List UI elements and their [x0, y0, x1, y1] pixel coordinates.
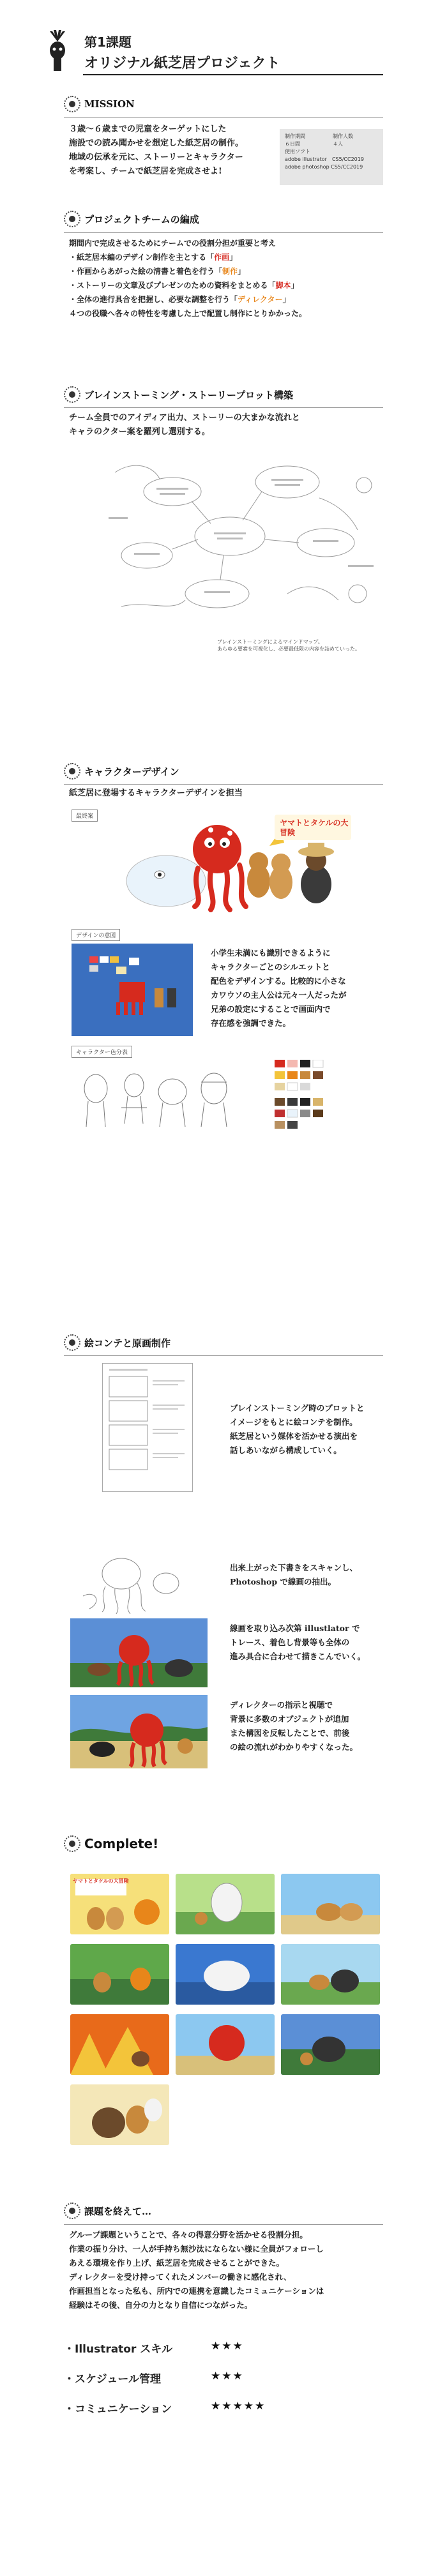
brainstorm-text — [69, 411, 300, 439]
header-rule — [83, 74, 383, 75]
design-intent-label: デザインの意図 — [72, 929, 120, 941]
period-value: ６日間 — [285, 141, 300, 147]
page-title: オリジナル紙芝居プロジェクト — [84, 56, 280, 72]
final-page-thumb — [281, 2014, 380, 2075]
skill-stars: ★★★ — [211, 2340, 244, 2353]
design-intent-line: 配色をデザインする。比較的に小さな — [211, 976, 346, 986]
sun-icon — [64, 763, 80, 780]
reflection-text — [69, 2228, 324, 2312]
complete-heading — [64, 1835, 158, 1852]
character-sketches — [77, 1063, 243, 1133]
final-page-thumb — [176, 2014, 275, 2075]
trace-line: トレース、着色し背景等も全体の — [230, 1638, 350, 1647]
reflection-rule — [64, 2224, 383, 2225]
trace-line: 進み具合に合わせて描きこんでいく。 — [230, 1652, 366, 1661]
reflection-line: 経験はその後、自分の力となり自信につながった。 — [69, 2300, 253, 2310]
scan-text — [230, 1561, 358, 1589]
skill-name: ・Illustrator スキル — [64, 2343, 173, 2356]
final-page-thumb — [70, 2014, 169, 2075]
complete-title: Complete! — [84, 1836, 159, 1851]
mission-heading — [64, 96, 135, 112]
trace-text — [230, 1622, 365, 1664]
skill-row — [64, 2340, 244, 2356]
coloring-image-2 — [70, 1695, 208, 1768]
final-page-thumb — [176, 1874, 275, 1934]
brainstorm-heading — [64, 386, 293, 403]
color-swatch-chart — [275, 1060, 345, 1133]
mission-line: ３歳～６歳までの児童をターゲットにした — [69, 124, 227, 134]
sun-icon — [64, 2203, 80, 2219]
skill-name: ・スケジュール管理 — [64, 2373, 161, 2386]
skill-row — [64, 2400, 266, 2416]
team-line: ・全体の進行具合を把握し、必要な調整を行う「ディレクター」 — [69, 295, 291, 304]
sun-icon — [64, 1835, 80, 1852]
character-heading — [64, 763, 179, 780]
role-script: 脚本 — [275, 281, 291, 290]
coloring-image-1 — [70, 1618, 208, 1687]
team-line: ・紙芝居本編のデザイン制作を主とする「作画」 — [69, 253, 238, 262]
storyboard-title: 絵コンテと原画制作 — [84, 1337, 171, 1349]
team-line: ・作画からあがった絵の清書と着色を行う「制作」 — [69, 267, 246, 276]
final-page-thumb — [281, 1874, 380, 1934]
period-label: 制作期間 — [285, 133, 305, 139]
sun-icon — [64, 96, 80, 112]
character-title: キャラクターデザイン — [84, 765, 179, 778]
reflection-line: あえる環境を作り上げ、紙芝居を完成させることができた。 — [69, 2258, 285, 2268]
team-heading — [64, 211, 199, 227]
skill-name: ・コミュニケーション — [64, 2403, 172, 2416]
reflection-heading — [64, 2203, 151, 2219]
design-intent-text — [211, 946, 347, 1030]
team-title: プロジェクトチームの編成 — [84, 213, 199, 225]
storyboard-sheet — [102, 1363, 193, 1492]
storyboard-line: 話しあいながら構成していく。 — [230, 1445, 342, 1455]
final-poster-title: ヤマトとタケルの大冒険 — [73, 1878, 129, 1884]
skill-stars: ★★★★★ — [211, 2400, 266, 2413]
reflection-line: 作業の振り分け、一人が手持ち無沙汰にならない様に全員がフォローし — [69, 2244, 324, 2254]
brainstorm-line: チーム全員でのアイディア出力、ストーリーの大まかな流れと — [69, 413, 300, 423]
final-page-thumb — [281, 1944, 380, 2005]
character-subheading: 紙芝居に登場するキャラクターデザインを担当 — [69, 788, 243, 798]
skill-stars: ★★★ — [211, 2370, 244, 2383]
storyboard-line: ブレインストーミング時のプロットと — [230, 1403, 365, 1413]
reflection-line: グループ課題ということで、各々の得意分野を活かせる役割分担。 — [69, 2230, 308, 2240]
reflection-title: 課題を終えて… — [84, 2205, 152, 2217]
software-photoshop: adobe photoshop CS5/CC2019 — [285, 164, 363, 170]
assignment-number: 第1課題 — [84, 34, 132, 50]
role-production: 制作 — [222, 267, 238, 276]
team-line: 期間内で完成させるためにチームでの役割分担が重要と考え — [69, 239, 277, 248]
sun-icon — [64, 1334, 80, 1351]
software-label: 使用ソフト — [285, 149, 310, 154]
members-value: ４人 — [333, 141, 343, 147]
storyboard-line: 紙芝居という媒体を活かせる演出を — [230, 1431, 358, 1441]
director-line: ディレクターの指示と視聴で — [230, 1700, 333, 1710]
storyboard-rule — [64, 1355, 383, 1356]
storyboard-line: イメージをもとに絵コンテを制作。 — [230, 1417, 358, 1427]
color-chart-label: キャラクター色分表 — [72, 1046, 132, 1058]
final-design-label: 最終案 — [72, 810, 98, 822]
design-intent-line: 兄弟の設定にすることで画面内で — [211, 1004, 331, 1014]
mission-line: を考案し、チームで紙芝居を完成させよ! — [69, 167, 222, 176]
silhouette-board — [72, 944, 193, 1036]
final-page-thumb — [70, 1944, 169, 2005]
design-intent-line: キャラクターごとのシルエットと — [211, 962, 330, 972]
mindmap-image — [96, 447, 390, 638]
director-line: また構図を反転したことで、前後 — [230, 1728, 350, 1738]
mindmap-caption-line: ブレインストーミングによるマインドマップ。 — [217, 639, 323, 645]
mission-rule — [64, 117, 383, 118]
sun-icon — [64, 386, 80, 403]
project-info-box — [280, 129, 383, 185]
mission-text — [69, 123, 243, 179]
mission-title: MISSION — [84, 98, 135, 110]
mission-line: 地域の伝承を元に、ストーリーとキャラクター — [69, 153, 243, 162]
brainstorm-title: ブレインストーミング・ストーリープロット構築 — [84, 389, 293, 401]
team-text — [69, 236, 307, 320]
brainstorm-line: キャラのクター案を羅列し選別する。 — [69, 427, 210, 437]
skill-row — [64, 2370, 244, 2386]
mission-line: 施設での読み聞かせを想定した紙芝居の制作。 — [69, 139, 244, 148]
design-intent-line: カワウソの主人公は元々一人だったが — [211, 990, 347, 1000]
members-label: 制作人数 — [333, 133, 353, 139]
final-page-thumb — [176, 1944, 275, 2005]
team-line: ４つの役職へ各々の特性を考慮した上で配置し制作にとりかかった。 — [69, 309, 307, 318]
header-logo-deer — [38, 29, 77, 73]
trace-line: 線画を取り込み次第 illustlator で — [230, 1623, 360, 1633]
design-intent-line: 存在感を強調できた。 — [211, 1018, 291, 1028]
mindmap-caption-line: あらゆる要素を可視化し、必要最低限の内容を詰めていった。 — [217, 646, 360, 652]
storyboard-text — [230, 1401, 365, 1457]
sun-icon — [64, 211, 80, 227]
scan-line: Photoshop で線画の抽出。 — [230, 1577, 336, 1586]
lineart-sketch — [70, 1545, 198, 1615]
brainstorm-rule — [64, 407, 383, 408]
design-intent-line: 小学生未満にも識別できるように — [211, 948, 331, 958]
role-director: ディレクター — [238, 295, 283, 304]
mindmap-caption — [217, 638, 360, 652]
role-drawing: 作画 — [214, 253, 230, 262]
character-poster-title: ヤマトとタケルの大冒険 — [280, 818, 349, 837]
software-illustrator: adobe illustrator CS5/CC2019 — [285, 156, 364, 162]
reflection-line: 作画担当となった私も、所内での連携を意識したコミュニケーションは — [69, 2286, 324, 2296]
reflection-line: ディレクターを受け持ってくれたメンバーの働きに感化され、 — [69, 2272, 292, 2282]
director-line: の絵の流れがわかりやすくなった。 — [230, 1742, 358, 1752]
final-page-thumb — [70, 2084, 169, 2145]
character-rule — [64, 784, 383, 785]
storyboard-heading — [64, 1334, 170, 1351]
scan-line: 出来上がった下書きをスキャンし、 — [230, 1563, 358, 1572]
director-text — [230, 1698, 358, 1754]
team-line: ・ストーリーの文章及びプレゼンのための資料をまとめる「脚本」 — [69, 281, 299, 290]
director-line: 背景に多数のオブジェクトが追加 — [230, 1714, 349, 1724]
team-rule — [64, 232, 383, 233]
